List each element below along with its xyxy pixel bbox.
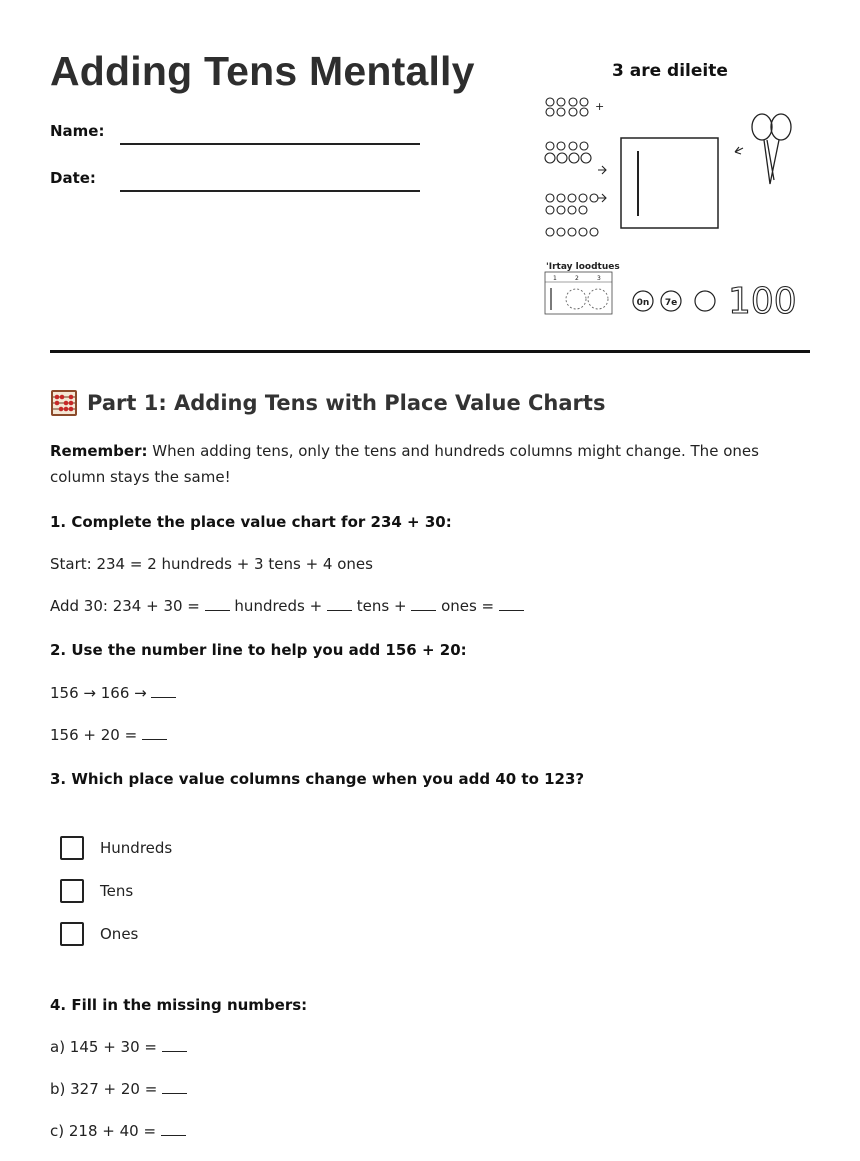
date-label: Date: xyxy=(50,169,96,187)
remember-text: When adding tens, only the tens and hundreds columns might change. The ones column stays the same! xyxy=(50,442,759,486)
q2-sequence-line: 156 → 166 → xyxy=(50,684,176,702)
remember-label: Remember: xyxy=(50,442,148,460)
question-2-prompt: 2. Use the number line to help you add 156 + 20: xyxy=(50,641,467,659)
apple-clusters-icon xyxy=(545,98,743,236)
name-label: Name: xyxy=(50,122,105,140)
option-ones[interactable] xyxy=(60,922,138,946)
header-divider xyxy=(50,350,810,353)
q4-item-a: a) 145 + 30 = xyxy=(50,1038,187,1056)
question-4-prompt: 4. Fill in the missing numbers: xyxy=(50,996,308,1014)
ones-checkbox[interactable] xyxy=(60,922,84,946)
option-tens[interactable] xyxy=(60,879,133,903)
answer-blank[interactable] xyxy=(142,726,167,740)
answer-blank[interactable] xyxy=(162,1038,187,1052)
hero-caption: 3 are dileite xyxy=(612,61,728,81)
remember-note xyxy=(50,438,815,490)
answer-blank[interactable] xyxy=(205,597,230,611)
name-field[interactable] xyxy=(120,143,420,145)
q4-item-c: c) 218 + 40 = xyxy=(50,1122,186,1140)
question-3-prompt: 3. Which place value columns change when you add 40 to 123? xyxy=(50,770,585,788)
answer-blank[interactable] xyxy=(327,597,352,611)
option-hundreds[interactable] xyxy=(60,836,172,860)
section-heading xyxy=(50,389,605,417)
answer-blank[interactable] xyxy=(411,597,436,611)
abacus-icon xyxy=(50,389,78,417)
answer-blank[interactable] xyxy=(162,1080,187,1094)
balloons-icon xyxy=(752,114,791,184)
svg-text:2: 2 xyxy=(575,275,579,282)
hundreds-checkbox[interactable] xyxy=(60,836,84,860)
svg-text:3: 3 xyxy=(597,275,601,282)
section-title-text: Part 1: Adding Tens with Place Value Charts xyxy=(87,391,606,415)
option-label: Ones xyxy=(100,925,139,943)
svg-text:1: 1 xyxy=(553,275,557,282)
svg-text:7e: 7e xyxy=(664,298,678,308)
chart-label: 'Irtay loodtues xyxy=(546,262,620,272)
big-number-100: 100 xyxy=(728,281,797,322)
svg-text:0n: 0n xyxy=(636,298,650,308)
q1-start-line: Start: 234 = 2 hundreds + 3 tens + 4 ones xyxy=(50,555,373,573)
tens-checkbox[interactable] xyxy=(60,879,84,903)
hero-illustration xyxy=(538,56,808,324)
option-label: Hundreds xyxy=(100,839,173,857)
answer-blank[interactable] xyxy=(151,684,176,698)
q2-equation-line: 156 + 20 = xyxy=(50,726,167,744)
plus-sign: + xyxy=(595,100,605,113)
question-1-prompt: 1. Complete the place value chart for 234 + 30: xyxy=(50,513,452,531)
date-field[interactable] xyxy=(120,190,420,192)
q1-add-line: Add 30: 234 + 30 = hundreds + tens + ones = xyxy=(50,597,524,615)
option-label: Tens xyxy=(100,882,134,900)
q4-item-b: b) 327 + 20 = xyxy=(50,1080,187,1098)
answer-blank[interactable] xyxy=(499,597,524,611)
worksheet-title: Adding Tens Mentally xyxy=(50,48,475,94)
answer-blank[interactable] xyxy=(161,1122,186,1136)
